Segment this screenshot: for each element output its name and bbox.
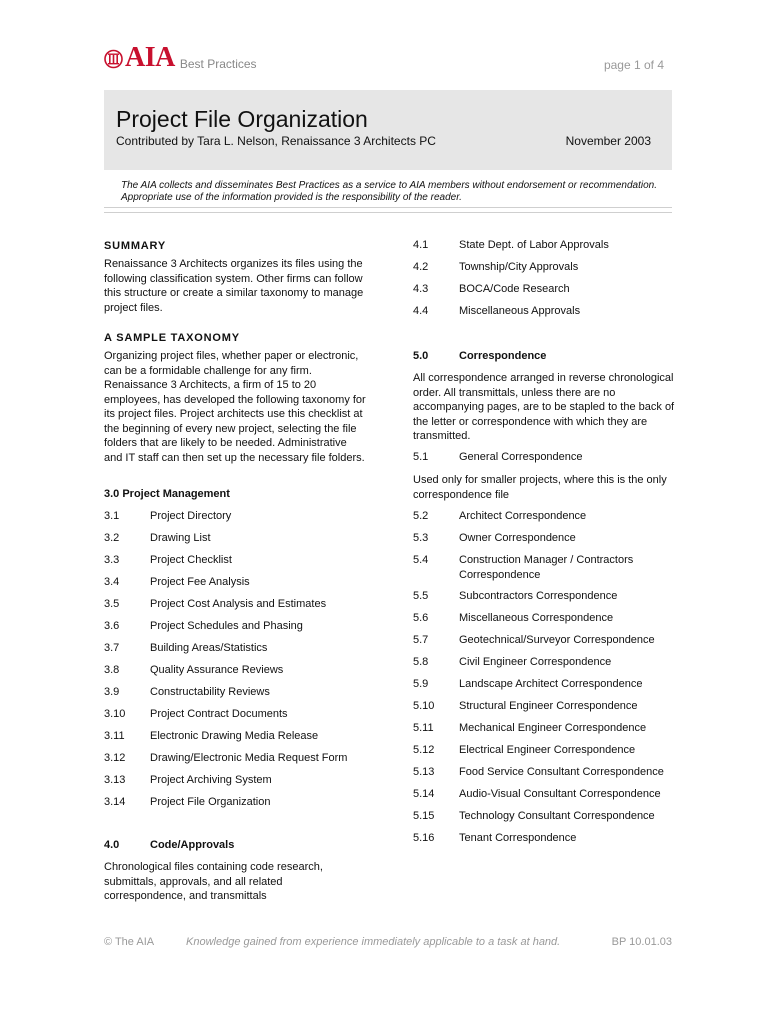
list-item [104, 751, 374, 773]
list-item [104, 795, 374, 817]
item-label: Owner Correspondence [459, 532, 576, 544]
item-number: 3.1 [104, 510, 120, 522]
item-label: Township/City Approvals [459, 261, 579, 273]
item-number: 3.11 [104, 730, 125, 742]
item-number: 3.10 [104, 708, 126, 720]
list-item [413, 611, 683, 633]
item-label: Landscape Architect Correspondence [459, 678, 643, 690]
list-item [413, 553, 683, 589]
item-number: 5.12 [413, 744, 435, 756]
project-management-heading: 3.0 Project Management [104, 488, 230, 500]
item-number: 5.10 [413, 700, 435, 712]
divider-bottom [104, 212, 672, 213]
divider-top [104, 207, 672, 208]
list-item [104, 641, 374, 663]
general-correspondence-item [413, 450, 683, 465]
list-item [104, 509, 374, 531]
item-label: General Correspondence [459, 451, 583, 463]
item-label: Electronic Drawing Media Release [150, 730, 319, 742]
item-label: Audio-Visual Consultant Correspondence [459, 788, 661, 800]
item-number: 3.14 [104, 796, 126, 808]
item-number: 3.7 [104, 642, 120, 654]
list-item [413, 765, 683, 787]
list-item [104, 773, 374, 795]
item-label: Drawing List [150, 532, 211, 544]
item-number: 5.4 [413, 554, 429, 566]
list-item [413, 589, 683, 611]
item-number: 3.2 [104, 532, 120, 544]
list-item [104, 663, 374, 685]
item-number: 5.9 [413, 678, 429, 690]
item-number: 5.2 [413, 510, 429, 522]
list-item [413, 304, 683, 326]
code-approvals-text: Chronological files containing code research, submittals, approvals, and all related correspondence, and transmittals [104, 861, 323, 902]
item-label: Project Checklist [150, 554, 232, 566]
contributor-line: Contributed by Tara L. Nelson, Renaissance 3 Architects PC [116, 134, 436, 148]
item-label: Project File Organization [150, 796, 271, 808]
logo-text: AIA [125, 42, 175, 73]
item-number: 4.1 [413, 239, 429, 251]
correspondence-heading [413, 349, 683, 364]
item-number: 3.12 [104, 752, 126, 764]
item-label: Tenant Correspondence [459, 832, 577, 844]
code-approvals-list [413, 238, 683, 326]
publication-date: November 2003 [565, 134, 651, 148]
item-label: Building Areas/Statistics [150, 642, 268, 654]
code-approvals-heading [104, 838, 374, 853]
correspondence-text: All correspondence arranged in reverse chronological order. All transmittals, unless there are no accompanying pages, are to be stapled to the back of the letter or correspondence with which they are transmitted. [413, 372, 675, 442]
list-item [413, 655, 683, 677]
list-item [413, 633, 683, 655]
item-label: Electrical Engineer Correspondence [459, 744, 636, 756]
list-item [104, 619, 374, 641]
footer-document-code: BP 10.01.03 [611, 936, 672, 948]
list-item [104, 553, 374, 575]
item-label: Project Contract Documents [150, 708, 288, 720]
item-label: Architect Correspondence [459, 510, 587, 522]
item-number: 5.16 [413, 832, 435, 844]
section-title: Code/Approvals [150, 839, 235, 851]
item-number: 5.11 [413, 722, 434, 734]
item-label: State Dept. of Labor Approvals [459, 239, 609, 251]
item-number: 3.6 [104, 620, 120, 632]
item-label: Geotechnical/Surveyor Correspondence [459, 634, 655, 646]
item-number: 4.4 [413, 305, 429, 317]
item-number: 5.13 [413, 766, 435, 778]
list-item [413, 677, 683, 699]
item-number: 4.2 [413, 261, 429, 273]
aia-seal-icon [104, 48, 123, 70]
item-number: 5.6 [413, 612, 429, 624]
item-label: BOCA/Code Research [459, 283, 570, 295]
list-item [413, 787, 683, 809]
list-item [413, 509, 683, 531]
aia-logo [104, 44, 257, 72]
list-item [104, 531, 374, 553]
item-number: 5.7 [413, 634, 429, 646]
item-number: 5.15 [413, 810, 435, 822]
list-item [413, 699, 683, 721]
general-correspondence-text: Used only for smaller projects, where this is the only correspondence file [413, 474, 667, 501]
item-label: Constructability Reviews [150, 686, 270, 698]
section-number: 5.0 [413, 350, 429, 362]
section-title: Correspondence [459, 350, 547, 362]
item-number: 3.4 [104, 576, 120, 588]
page-number: page 1 of 4 [603, 58, 664, 72]
list-item [413, 238, 683, 260]
item-label: Construction Manager / Contractors Correspondence [459, 554, 634, 581]
item-number: 5.5 [413, 590, 429, 602]
item-label: Project Directory [150, 510, 232, 522]
summary-heading: SUMMARY [104, 240, 167, 252]
item-label: Mechanical Engineer Correspondence [459, 722, 647, 734]
item-label: Subcontractors Correspondence [459, 590, 618, 602]
item-label: Miscellaneous Approvals [459, 305, 581, 317]
list-item [413, 743, 683, 765]
summary-text: Renaissance 3 Architects organizes its files using the following classification system. Other firms can follow this structure or create a similar taxonomy to manage project files. [104, 258, 364, 314]
list-item [104, 685, 374, 707]
list-item [104, 729, 374, 751]
item-number: 3.8 [104, 664, 120, 676]
list-item [104, 707, 374, 729]
item-label: Food Service Consultant Correspondence [459, 766, 664, 778]
item-number: 5.1 [413, 451, 429, 463]
item-label: Civil Engineer Correspondence [459, 656, 612, 668]
item-label: Project Cost Analysis and Estimates [150, 598, 327, 610]
item-number: 5.14 [413, 788, 435, 800]
item-label: Drawing/Electronic Media Request Form [150, 752, 348, 764]
list-item [413, 721, 683, 743]
list-item [413, 831, 683, 853]
tagline: Best Practices [179, 57, 257, 71]
item-label: Quality Assurance Reviews [150, 664, 284, 676]
item-label: Project Archiving System [150, 774, 272, 786]
section-number: 4.0 [104, 839, 120, 851]
item-label: Project Fee Analysis [150, 576, 250, 588]
taxonomy-text: Organizing project files, whether paper or electronic, can be a formidable challenge for any firm. Renaissance 3 Architects, a firm of 15 to 20 employees, has developed the following taxonomy for its project files. Project architects use this checklist at the beginning of every new project, selecting the file folders that are likely to be needed. Administrative and IT staff can then set up the necessary file folders. [104, 350, 366, 464]
taxonomy-heading: A SAMPLE TAXONOMY [104, 332, 240, 344]
list-item [413, 809, 683, 831]
item-number: 3.5 [104, 598, 120, 610]
item-label: Structural Engineer Correspondence [459, 700, 638, 712]
list-item [413, 282, 683, 304]
list-item [104, 597, 374, 619]
item-number: 5.3 [413, 532, 429, 544]
list-item [104, 575, 374, 597]
list-item [413, 531, 683, 553]
item-number: 3.3 [104, 554, 120, 566]
correspondence-list [413, 509, 683, 853]
document-title: Project File Organization [116, 106, 368, 132]
list-item [413, 260, 683, 282]
item-number: 3.9 [104, 686, 120, 698]
footer-copyright: © The AIA [104, 936, 155, 948]
disclaimer: The AIA collects and disseminates Best Practices as a service to AIA members without endorsement or recommendation. Appropriate use of the information provided is the responsibility of the reader. [121, 180, 657, 203]
item-number: 4.3 [413, 283, 429, 295]
item-label: Technology Consultant Correspondence [459, 810, 655, 822]
item-label: Miscellaneous Correspondence [459, 612, 614, 624]
item-label: Project Schedules and Phasing [150, 620, 303, 632]
project-management-list [104, 509, 374, 817]
item-number: 5.8 [413, 656, 429, 668]
item-number: 3.13 [104, 774, 126, 786]
footer-motto: Knowledge gained from experience immediately applicable to a task at hand. [186, 936, 561, 948]
